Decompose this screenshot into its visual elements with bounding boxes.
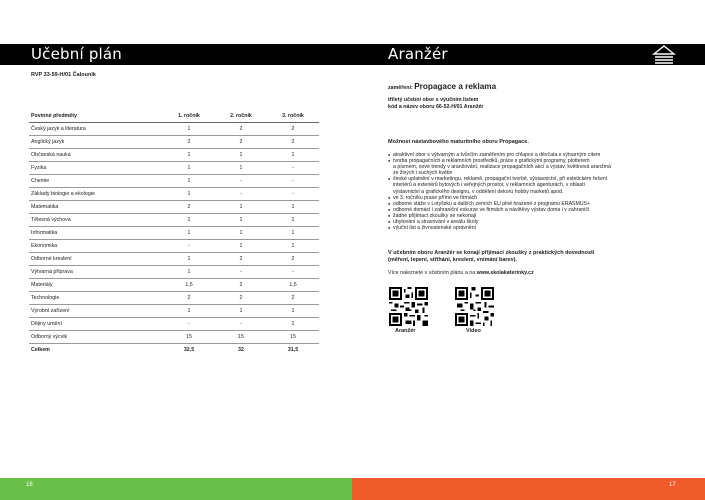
list-item: ● odborné stáže v Lotyšsku a dalších zemích EU plně hrazené z programu ERASMUS+ bbox=[388, 201, 688, 207]
footer-bar-right bbox=[352, 478, 705, 500]
hours-cell: - bbox=[215, 175, 267, 188]
hours-cell: 1 bbox=[163, 123, 215, 136]
table-row bbox=[29, 123, 319, 136]
subject-name: Chemie bbox=[29, 175, 163, 188]
hours-cell: 15 bbox=[267, 331, 319, 344]
hours-cell: 1 bbox=[215, 149, 267, 162]
hours-cell: - bbox=[163, 240, 215, 253]
hours-cell: 1 bbox=[267, 214, 319, 227]
list-item: ● ubytování a stravování v areálu školy bbox=[388, 219, 688, 225]
column-header: 2. ročník bbox=[215, 109, 267, 123]
subjects-table bbox=[29, 109, 319, 356]
program-info bbox=[388, 97, 483, 111]
hours-cell: 2 bbox=[215, 123, 267, 136]
table-row bbox=[29, 292, 319, 305]
focus-value: Propagace a reklama bbox=[414, 82, 497, 91]
list-item: ● žádné přijímací zkoušky se nekonají bbox=[388, 213, 688, 219]
table-row bbox=[29, 331, 319, 344]
hours-cell: 1 bbox=[163, 266, 215, 279]
footer-bar-left bbox=[0, 478, 352, 500]
hours-cell: 1 bbox=[267, 201, 319, 214]
subject-name: Občanská nauka bbox=[29, 149, 163, 162]
focus-label: zaměření: bbox=[388, 85, 413, 91]
qr-label-video: Video bbox=[466, 328, 481, 334]
subject-name: Český jazyk a literatura bbox=[29, 123, 163, 136]
hours-cell: 1 bbox=[267, 318, 319, 331]
list-item: ● ve 3. ročníku praxe přímo ve firmách bbox=[388, 195, 688, 201]
hours-cell: 2 bbox=[163, 201, 215, 214]
subject-name: Tělesná výchova bbox=[29, 214, 163, 227]
list-item: výstavnictví a grafického designu, v oddělení dekoru hobby marketů apod. bbox=[393, 188, 564, 195]
table-row bbox=[29, 214, 319, 227]
subject-name: Dějiny umění bbox=[29, 318, 163, 331]
table-row bbox=[29, 305, 319, 318]
qr-label-aranzer: Aranžér bbox=[395, 328, 416, 334]
benefits-list bbox=[388, 152, 688, 231]
hours-cell: 1 bbox=[163, 162, 215, 175]
exam-note-line: V učebním oboru Aranžér se konají přijímací zkoušky z praktických dovedností bbox=[388, 250, 595, 256]
more-info bbox=[388, 270, 534, 276]
hours-cell: 2 bbox=[215, 136, 267, 149]
exam-note bbox=[388, 250, 688, 264]
right-page-title: Aranžér bbox=[388, 45, 448, 63]
hours-cell: - bbox=[267, 188, 319, 201]
hours-cell: 1,5 bbox=[163, 279, 215, 292]
hours-cell: - bbox=[215, 318, 267, 331]
list-item: ● široké uplatnění v marketingu, reklamě, propagační tvorbě, výstavnictví, při estetickém řešení bbox=[388, 176, 688, 182]
table-row bbox=[29, 227, 319, 240]
total-row bbox=[29, 344, 319, 357]
page-number-right: 17 bbox=[669, 482, 676, 488]
hours-cell: 1 bbox=[215, 240, 267, 253]
hours-cell: 1 bbox=[215, 227, 267, 240]
hours-cell: - bbox=[163, 318, 215, 331]
subject-name: Ekonomika bbox=[29, 240, 163, 253]
hours-cell: 1 bbox=[215, 201, 267, 214]
qr-code-video[interactable] bbox=[455, 287, 494, 326]
hours-cell: 2 bbox=[267, 136, 319, 149]
subject-name: Technologie bbox=[29, 292, 163, 305]
list-item: a písmem, nové trendy v aranžování, realizace propagačních akcí a výstav, květinová aranžmá bbox=[393, 164, 611, 171]
hours-cell: 1 bbox=[163, 175, 215, 188]
table-row bbox=[29, 201, 319, 214]
hours-cell: - bbox=[267, 175, 319, 188]
hours-cell: - bbox=[215, 188, 267, 201]
hours-cell: 2 bbox=[215, 253, 267, 266]
list-item: ● atraktivní obor s výtvarným a tvůrčím zaměřením pro chlapce a děvčata s výtvarným citem bbox=[388, 152, 688, 158]
hours-cell: 1 bbox=[215, 162, 267, 175]
exam-note-line: (měření, lepení, stříhání, kreslení, vnímání barev). bbox=[388, 257, 517, 263]
subject-name: Výtvarná příprava bbox=[29, 266, 163, 279]
hours-cell: 1 bbox=[267, 149, 319, 162]
column-header: 3. ročník bbox=[267, 109, 319, 123]
program-code: RVP 33-59-H/01 Čalouník bbox=[31, 72, 96, 78]
hours-cell: 2 bbox=[215, 292, 267, 305]
subject-name: Fyzika bbox=[29, 162, 163, 175]
subject-name: Materiály bbox=[29, 279, 163, 292]
hours-cell: 2 bbox=[267, 253, 319, 266]
hours-cell: 2 bbox=[163, 292, 215, 305]
table-row bbox=[29, 266, 319, 279]
page-number-left: 16 bbox=[26, 482, 33, 488]
hours-cell: 1 bbox=[163, 214, 215, 227]
qr-code-aranzer[interactable] bbox=[389, 287, 428, 326]
hours-cell: 1 bbox=[163, 188, 215, 201]
program-code-name: kód a název oboru 66-52-H/01 Aranžér bbox=[388, 104, 484, 110]
list-item: ● výuční list a živnostenské oprávnění bbox=[388, 225, 688, 231]
total-cell: 32,5 bbox=[183, 347, 195, 353]
table-row bbox=[29, 136, 319, 149]
table-row bbox=[29, 240, 319, 253]
hours-cell: 2 bbox=[163, 136, 215, 149]
hours-cell: 1 bbox=[267, 227, 319, 240]
column-header: Povinné předměty bbox=[29, 109, 163, 123]
hours-cell: - bbox=[215, 266, 267, 279]
table-row bbox=[29, 149, 319, 162]
table-header-row bbox=[29, 109, 319, 123]
hours-cell: 1 bbox=[215, 214, 267, 227]
column-header: 1. ročník bbox=[163, 109, 215, 123]
hours-cell: 2 bbox=[215, 279, 267, 292]
hours-cell: 1 bbox=[267, 305, 319, 318]
subject-name: Základy biologie a ekologie bbox=[29, 188, 163, 201]
table-row bbox=[29, 162, 319, 175]
hours-cell: 1,5 bbox=[267, 279, 319, 292]
hours-cell: 1 bbox=[163, 305, 215, 318]
subject-name: Anglický jazyk bbox=[29, 136, 163, 149]
table-row bbox=[29, 318, 319, 331]
list-item: ● odborné domácí i zahraniční exkurze ve firmách a návštěvy výstav doma i v zahraničí bbox=[388, 207, 688, 213]
list-item: ze živých i suchých květin bbox=[393, 170, 453, 177]
total-label: Celkem bbox=[31, 347, 50, 353]
hours-cell: 1 bbox=[163, 149, 215, 162]
more-info-text: Více naleznete v učebním plánu a na bbox=[388, 270, 476, 276]
list-item: ● tvorba propagačních a reklamních prostředků, práce s grafickými programy, plotterem bbox=[388, 158, 688, 164]
subject-name: Odborný výcvik bbox=[29, 331, 163, 344]
hours-cell: 1 bbox=[163, 227, 215, 240]
website-link[interactable]: www.skolakaterinky.cz bbox=[476, 270, 534, 276]
subject-name: Informatika bbox=[29, 227, 163, 240]
program-type: tříletý učební obor s výučním listem bbox=[388, 97, 479, 103]
table-row bbox=[29, 188, 319, 201]
hours-cell: 2 bbox=[267, 123, 319, 136]
hours-cell: 1 bbox=[163, 253, 215, 266]
list-item: interiérů a exteriérů bytových i veřejných prostor, v reklamních agenturách, v oblasti bbox=[393, 182, 585, 189]
hours-cell: 2 bbox=[267, 292, 319, 305]
hours-cell: 1 bbox=[267, 240, 319, 253]
subject-name: Matematika bbox=[29, 201, 163, 214]
total-cell: 31,5 bbox=[287, 347, 299, 353]
hours-cell: 1 bbox=[215, 305, 267, 318]
left-page-title: Učební plán bbox=[31, 45, 123, 63]
hours-cell: - bbox=[267, 162, 319, 175]
hours-cell: - bbox=[267, 266, 319, 279]
table-row bbox=[29, 279, 319, 292]
subject-name: Odborné kreslení bbox=[29, 253, 163, 266]
subject-name: Výrobní zařízení bbox=[29, 305, 163, 318]
school-logo-icon bbox=[652, 45, 676, 64]
hours-cell: 15 bbox=[163, 331, 215, 344]
table-row bbox=[29, 175, 319, 188]
focus-line bbox=[388, 82, 496, 91]
opportunity-note: Možnost nástavbového maturitního oboru Propagace. bbox=[388, 139, 529, 145]
total-cell: 32 bbox=[238, 347, 244, 353]
table-row bbox=[29, 253, 319, 266]
hours-cell: 15 bbox=[215, 331, 267, 344]
